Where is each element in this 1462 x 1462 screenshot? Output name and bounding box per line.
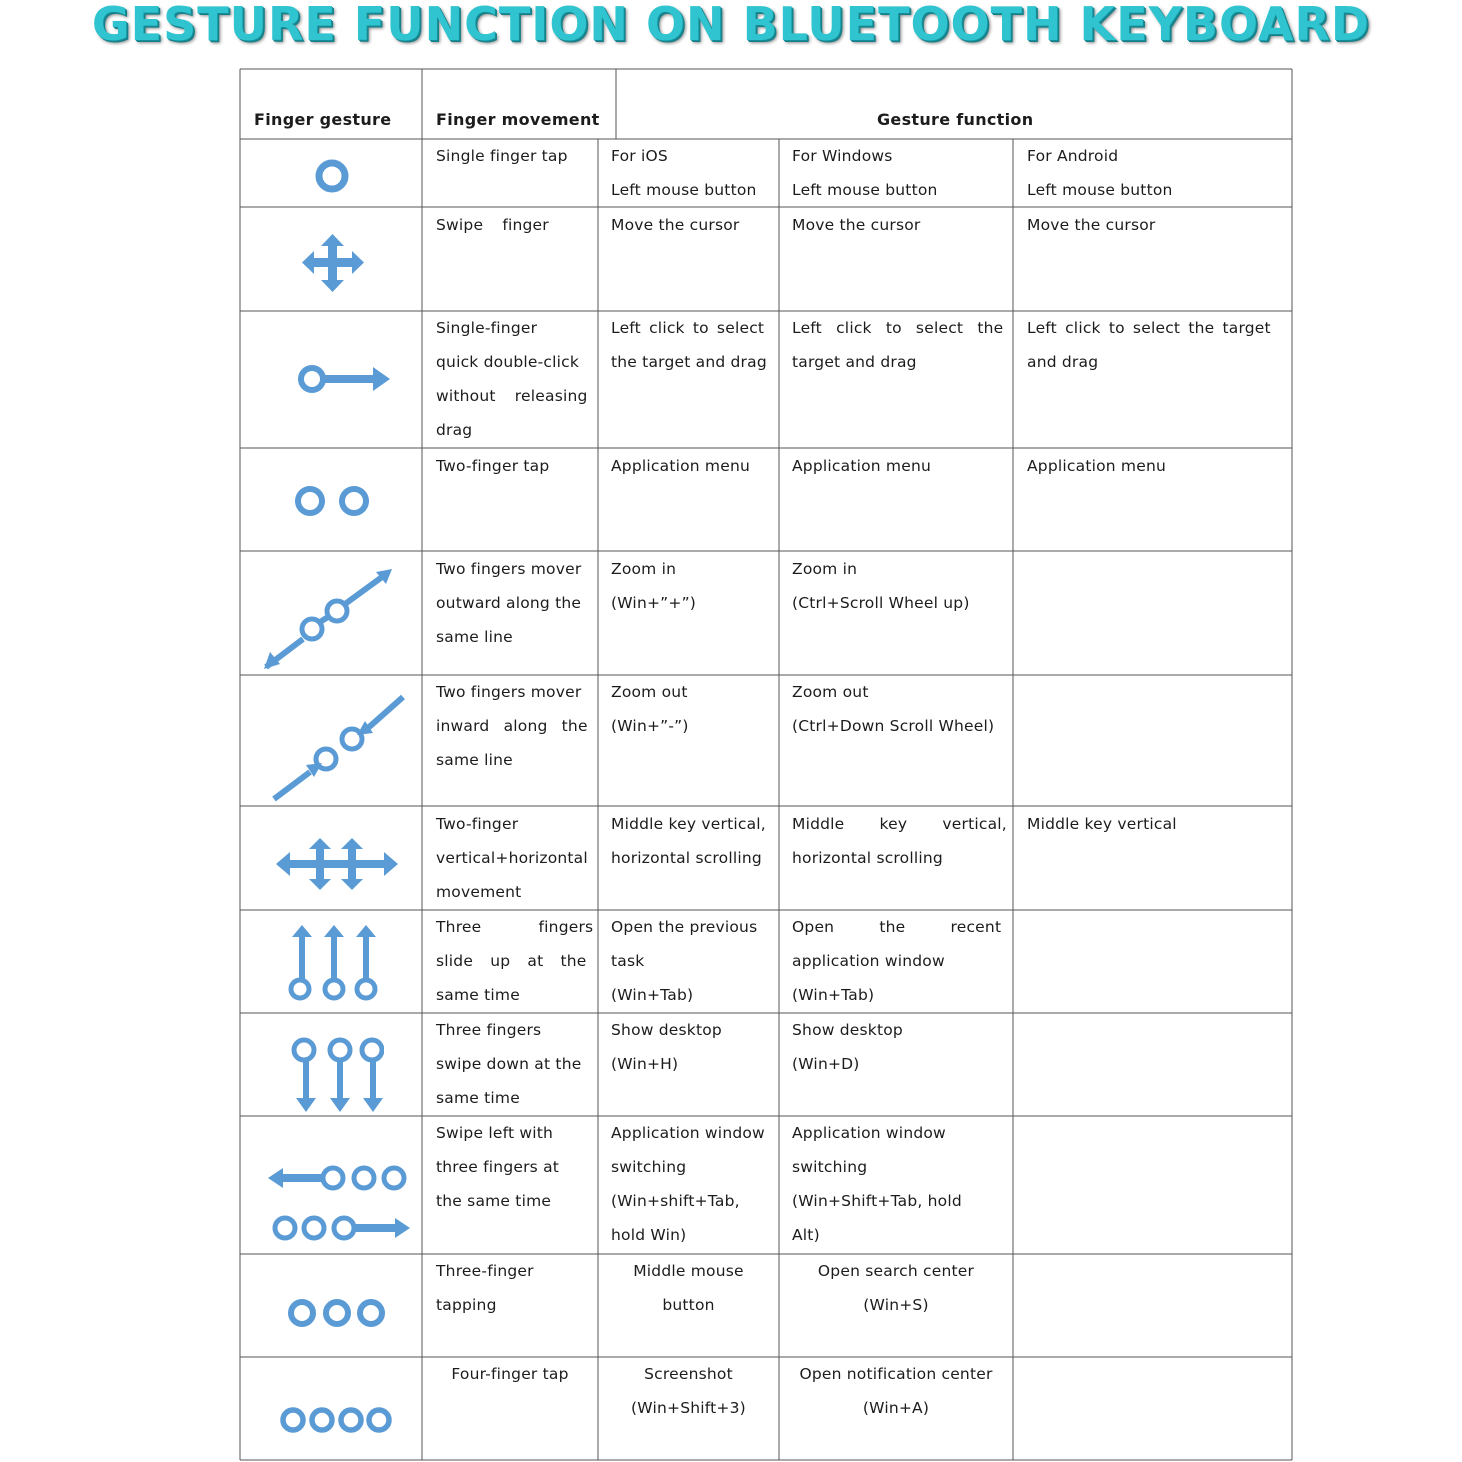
windows-notification-center-shortcut: (Win+A)	[862, 1399, 930, 1417]
movement-four-finger-tap: Four-finger tap	[451, 1365, 569, 1383]
movement-line: Swipe left with	[436, 1124, 554, 1142]
ios-zoom-out: Zoom out	[611, 683, 688, 701]
swipe-icon	[302, 234, 364, 292]
ios-line: Application window	[611, 1124, 765, 1142]
windows-line: application window	[792, 952, 945, 970]
movement-line: the same time	[436, 1192, 552, 1210]
windows-line: target and drag	[792, 353, 917, 371]
header-finger-gesture: Finger gesture	[254, 110, 392, 129]
movement-single-finger-tap: Single finger tap	[436, 147, 568, 165]
windows-move-cursor: Move the cursor	[792, 216, 921, 234]
header-gesture-function: Gesture function	[877, 110, 1034, 129]
android-line: and drag	[1027, 353, 1099, 371]
ios-line: hold Win)	[611, 1226, 687, 1244]
movement-line: inward along the	[436, 717, 588, 735]
android-application-menu: Application menu	[1027, 457, 1167, 475]
windows-zoom-out: Zoom out	[792, 683, 869, 701]
movement-line: same line	[436, 628, 513, 646]
movement-line: Two fingers mover	[436, 560, 582, 578]
page-title: GESTURE FUNCTION ON BLUETOOTH KEYBOARD	[91, 0, 1371, 51]
windows-show-desktop: Show desktop	[792, 1021, 903, 1039]
windows-line: Open search center	[817, 1262, 975, 1280]
ios-line: button	[662, 1296, 715, 1314]
movement-line: Two-finger	[436, 815, 519, 833]
drag-icon	[296, 362, 390, 396]
two-finger-tap-icon	[292, 483, 374, 519]
ios-line: (Win+shift+Tab,	[611, 1192, 740, 1210]
windows-zoom-in-shortcut: (Ctrl+Scroll Wheel up)	[792, 594, 970, 612]
ios-line: the target and drag	[611, 353, 767, 371]
android-left-mouse-button: Left mouse button	[1027, 181, 1173, 199]
windows-line: Open the recent	[792, 918, 1002, 936]
movement-line: quick double-click	[436, 353, 580, 371]
android-line: Middle key vertical	[1027, 815, 1177, 833]
movement-line: outward along the	[436, 594, 582, 612]
ios-line: (Win+Tab)	[611, 986, 694, 1004]
windows-heading: For Windows	[792, 147, 893, 165]
ios-line: Open the previous	[611, 918, 758, 936]
windows-line: (Win+Shift+Tab, hold	[792, 1192, 962, 1210]
ios-heading: For iOS	[611, 147, 668, 165]
movement-line: Three fingers	[436, 1021, 542, 1039]
windows-line: Application window	[792, 1124, 946, 1142]
ios-line: Left click to select	[611, 319, 765, 337]
movement-line: same time	[436, 1089, 520, 1107]
windows-left-mouse-button: Left mouse button	[792, 181, 938, 199]
zoom-in-icon	[262, 566, 396, 672]
movement-two-finger-tap: Two-finger tap	[436, 457, 550, 475]
windows-zoom-in: Zoom in	[792, 560, 858, 578]
windows-line: Left click to select the	[792, 319, 1004, 337]
ios-line: horizontal scrolling	[611, 849, 762, 867]
windows-zoom-out-shortcut: (Ctrl+Down Scroll Wheel)	[792, 717, 995, 735]
three-finger-tap-icon	[286, 1296, 390, 1330]
ios-application-menu: Application menu	[611, 457, 751, 475]
three-finger-down-icon	[288, 1036, 384, 1112]
windows-line: (Win+S)	[863, 1296, 929, 1314]
header-finger-movement: Finger movement	[436, 110, 600, 129]
movement-line: three fingers at	[436, 1158, 560, 1176]
ios-line: Middle mouse	[633, 1262, 744, 1280]
movement-line: vertical+horizontal	[436, 849, 588, 867]
ios-screenshot: Screenshot	[644, 1365, 733, 1383]
ios-show-desktop: Show desktop	[611, 1021, 722, 1039]
ios-line: Middle key vertical,	[611, 815, 766, 833]
movement-line: drag	[436, 421, 473, 439]
movement-line: without releasing	[436, 387, 588, 405]
windows-line: (Win+Tab)	[792, 986, 875, 1004]
windows-notification-center: Open notification center	[799, 1365, 993, 1383]
ios-line: task	[611, 952, 645, 970]
ios-show-desktop-shortcut: (Win+H)	[611, 1055, 679, 1073]
ios-screenshot-shortcut: (Win+Shift+3)	[631, 1399, 746, 1417]
windows-line: horizontal scrolling	[792, 849, 943, 867]
zoom-out-icon	[270, 693, 406, 803]
ios-zoom-in-shortcut: (Win+”+”)	[611, 594, 697, 612]
movement-line: Single-finger	[436, 319, 538, 337]
movement-line: swipe down at the	[436, 1055, 582, 1073]
android-move-cursor: Move the cursor	[1027, 216, 1156, 234]
movement-line: slide up at the	[436, 952, 587, 970]
movement-line: same line	[436, 751, 513, 769]
three-finger-up-icon	[286, 925, 382, 1003]
windows-line: Middle key vertical,	[792, 815, 1007, 833]
movement-line: tapping	[436, 1296, 497, 1314]
movement-swipe-finger: Swipe finger	[436, 216, 549, 234]
windows-line: switching	[792, 1158, 868, 1176]
ios-line: switching	[611, 1158, 687, 1176]
windows-line: Alt)	[792, 1226, 820, 1244]
three-finger-swipe-left-icon	[268, 1160, 410, 1246]
windows-show-desktop-shortcut: (Win+D)	[792, 1055, 860, 1073]
android-line: Left click to select the target	[1027, 319, 1271, 337]
two-finger-scroll-icon	[276, 838, 398, 890]
android-heading: For Android	[1027, 147, 1119, 165]
ios-move-cursor: Move the cursor	[611, 216, 740, 234]
ios-left-mouse-button: Left mouse button	[611, 181, 757, 199]
ios-zoom-out-shortcut: (Win+”-”)	[611, 717, 689, 735]
four-finger-tap-icon	[278, 1403, 396, 1437]
movement-line: same time	[436, 986, 520, 1004]
movement-line: Three fingers	[436, 918, 594, 936]
movement-line: movement	[436, 883, 522, 901]
movement-line: Three-finger	[436, 1262, 534, 1280]
ios-zoom-in: Zoom in	[611, 560, 677, 578]
windows-application-menu: Application menu	[792, 457, 932, 475]
single-tap-icon	[300, 150, 364, 202]
movement-line: Two fingers mover	[436, 683, 582, 701]
